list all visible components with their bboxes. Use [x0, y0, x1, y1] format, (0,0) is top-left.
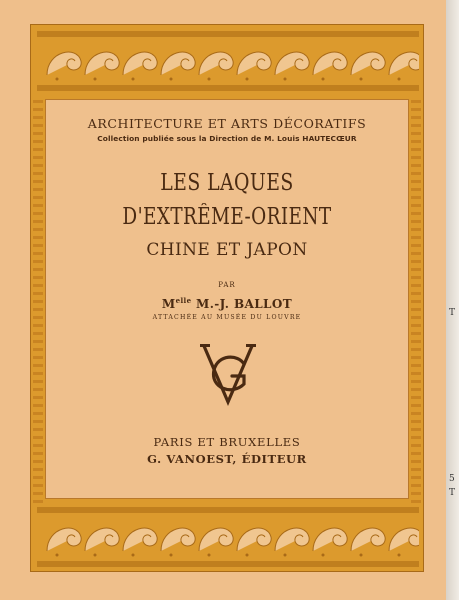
collection-note: Collection publiée sous la Direction de M. Louis HAUTECŒUR: [97, 134, 357, 143]
scroll-wave-ornament-icon: [37, 31, 419, 91]
edge-mark-top: T: [449, 308, 456, 318]
left-ornament-strip: [33, 95, 43, 503]
edge-mark-mid: 5: [449, 474, 455, 484]
publisher-name: G. VANOEST, ÉDITEUR: [147, 452, 307, 466]
publication-place: PARIS ET BRUXELLES: [153, 435, 301, 449]
vg-monogram-icon: [198, 340, 258, 410]
top-ornament-band: [37, 31, 419, 91]
title-panel: [45, 99, 409, 499]
book-subtitle: CHINE ET JAPON: [146, 240, 308, 260]
author-role: ATTACHÉE AU MUSÉE DU LOUVRE: [152, 314, 302, 321]
author-name: [46, 296, 408, 311]
author-full-name: M.-J. BALLOT: [196, 297, 293, 311]
book-title-line-2: D'EXTRÊME-ORIENT: [122, 204, 332, 230]
author-prefix: M: [161, 297, 176, 311]
book-title-line-1: LES LAQUES: [160, 170, 294, 196]
right-ornament-strip: [411, 95, 421, 503]
bottom-ornament-band: [37, 507, 419, 567]
ornamental-frame: [30, 24, 424, 572]
series-title: ARCHITECTURE ET ARTS DÉCORATIFS: [87, 116, 367, 131]
author-prefix-sup: elle: [175, 296, 192, 305]
page-edge: [446, 0, 459, 600]
by-label: PAR: [218, 281, 236, 289]
edge-mark-low: T: [449, 488, 456, 498]
scroll-wave-ornament-icon: [37, 507, 419, 567]
